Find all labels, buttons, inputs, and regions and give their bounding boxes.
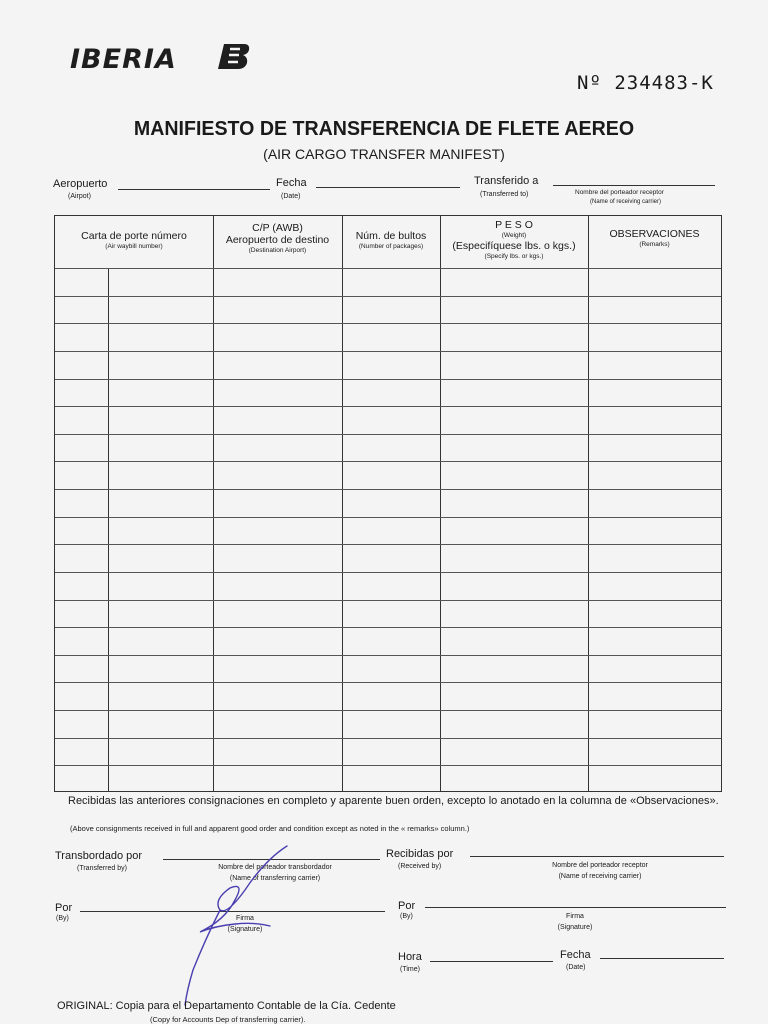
table-row-line: [55, 379, 721, 380]
table-row-line: [55, 544, 721, 545]
by-right-field[interactable]: [425, 907, 726, 908]
iberia-logo-mark-icon: [218, 40, 252, 72]
receipt-notice-english: (Above consignments received in full and apparent good order and condition except as noted in the « remarks» column.): [70, 824, 470, 833]
transferred-to-field[interactable]: [553, 185, 715, 186]
serial-number: Nº 234483-K: [577, 72, 714, 94]
table-row-line: [55, 323, 721, 324]
column-header-sublabel: (Specify lbs. or kgs.): [484, 253, 544, 260]
table-row-line: [55, 600, 721, 601]
table-row-line: [55, 351, 721, 352]
table-row-line: [55, 738, 721, 739]
column-header-destination: [213, 222, 342, 255]
received-by-label: Recibidas por: [386, 848, 454, 860]
column-header-packages: [342, 230, 440, 251]
signature-right-sublabel: (Signature): [557, 924, 593, 931]
column-header-label: Aeropuerto de destino: [225, 234, 330, 246]
by-left-label: Por: [55, 902, 73, 914]
handwritten-signature-icon: [175, 840, 295, 1010]
iberia-logo: IBERIA: [70, 44, 177, 75]
column-header-label: Carta de porte número: [81, 230, 187, 242]
by-right-label: Por: [398, 900, 416, 912]
page-subtitle: (AIR CARGO TRANSFER MANIFEST): [263, 146, 505, 162]
signature-left-label: Firma: [236, 915, 254, 922]
signature-right-label: Firma: [566, 913, 584, 920]
transferred-by-sublabel: (Transferred by): [77, 865, 127, 872]
receiving-carrier-name-sublabel: (Name of receiving carrier): [590, 199, 662, 205]
table-row-line: [55, 489, 721, 490]
footer-english: (Copy for Accounts Dep of transferring carrier).: [150, 1015, 306, 1024]
manifest-table: [54, 215, 722, 792]
column-header-label: (Especifíquese lbs. o kgs.): [452, 240, 576, 252]
airport-sublabel: (Airpot): [68, 193, 91, 200]
table-column-divider: [213, 216, 214, 791]
column-header-label: P E S O: [495, 219, 533, 231]
receiving-carrier-name-label: Nombre del porteador receptor: [575, 189, 664, 196]
airport-field[interactable]: [118, 189, 270, 190]
table-column-divider: [342, 216, 343, 791]
footer-original: ORIGINAL: Copia para el Departamento Contable de la Cía. Cedente: [57, 1000, 396, 1012]
date-sign-field[interactable]: [600, 958, 724, 959]
column-header-awb-number: [55, 230, 213, 251]
by-right-sublabel: (By): [400, 913, 413, 920]
column-header-sublabel: (Remarks): [639, 241, 670, 248]
transferring-carrier-name-label: Nombre del porteador transbordador: [218, 864, 332, 871]
column-header-sublabel: (Destination Airport): [248, 247, 307, 254]
date-label: Fecha: [276, 177, 307, 189]
date-sign-label: Fecha: [560, 949, 591, 961]
transferred-by-label: Transbordado por: [55, 850, 143, 862]
time-sublabel: (Time): [400, 966, 420, 973]
by-left-sublabel: (By): [56, 915, 69, 922]
table-row-line: [55, 655, 721, 656]
table-column-divider: [108, 268, 109, 791]
airport-label: Aeropuerto: [53, 178, 108, 190]
date-sign-sublabel: (Date): [566, 964, 586, 971]
column-header-sublabel: (Number of packages): [358, 243, 424, 250]
table-row-line: [55, 710, 721, 711]
table-column-divider: [440, 216, 441, 791]
table-row-line: [55, 461, 721, 462]
receiving-carrier-sig-sublabel: (Name of receiving carrier): [558, 873, 642, 880]
column-header-label: Núm. de bultos: [355, 230, 427, 242]
table-row-line: [55, 406, 721, 407]
receipt-notice: Recibidas las anteriores consignaciones en completo y aparente buen orden, excepto lo anotado en la columna de «Observaciones».: [68, 795, 719, 807]
date-field[interactable]: [316, 187, 460, 188]
table-row-line: [55, 572, 721, 573]
page-title: MANIFIESTO DE TRANSFERENCIA DE FLETE AEREO: [133, 118, 635, 140]
column-header-label: C/P (AWB): [252, 222, 303, 234]
time-field[interactable]: [430, 961, 553, 962]
table-row-line: [55, 682, 721, 683]
transferred-to-label: Transferido a: [474, 175, 539, 187]
column-header-sublabel: (Air waybill number): [105, 243, 163, 250]
signature-left-sublabel: (Signature): [227, 926, 263, 933]
table-row-line: [55, 765, 721, 766]
time-label: Hora: [398, 951, 422, 963]
receiving-carrier-field[interactable]: [470, 856, 724, 857]
transferred-to-sublabel: (Transferred to): [480, 191, 529, 198]
transferring-carrier-name-sublabel: (Name of transferring carrier): [229, 875, 321, 882]
table-row-line: [55, 296, 721, 297]
date-sublabel: (Date): [281, 193, 301, 200]
table-row-line: [55, 517, 721, 518]
received-by-sublabel: (Received by): [398, 863, 442, 870]
table-row-line: [55, 434, 721, 435]
column-header-remarks: [588, 228, 721, 249]
table-row-line: [55, 627, 721, 628]
column-header-weight: [440, 219, 588, 261]
column-header-label: OBSERVACIONES: [609, 228, 700, 240]
table-column-divider: [588, 216, 589, 791]
receiving-carrier-sig-label: Nombre del porteador receptor: [552, 862, 648, 869]
table-header-divider: [55, 268, 721, 269]
column-header-sublabel: (Weight): [501, 232, 527, 239]
